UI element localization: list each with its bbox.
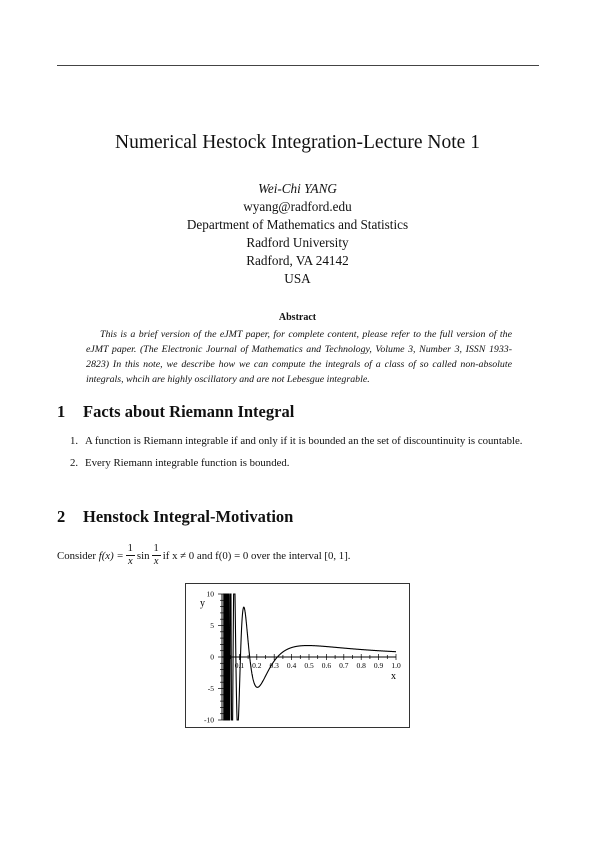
x-tick-label: 0.8 <box>356 661 366 670</box>
fraction-denominator: x <box>127 556 133 567</box>
section-title: Henstock Integral-Motivation <box>83 507 294 526</box>
author-university: Radford University <box>246 235 349 250</box>
list-item <box>57 434 539 449</box>
function-condition: if x ≠ 0 and f(0) = 0 over the interval [0, 1]. <box>162 549 351 562</box>
function-plot <box>185 583 410 728</box>
x-tick-label: 0.6 <box>321 661 332 670</box>
author-country: USA <box>284 271 311 286</box>
x-tick-label: 0.1 <box>234 661 245 670</box>
x-axis-label: x <box>391 671 396 682</box>
plot-frame <box>186 584 410 728</box>
y-tick-label: -10 <box>204 715 214 725</box>
list-item-text: Every Riemann integrable function is bounded. <box>85 457 290 469</box>
y-tick-label: 10 <box>206 589 214 599</box>
consider-word: Consider <box>57 549 96 562</box>
author-city: Radford, VA 24142 <box>246 253 349 268</box>
plot-svg <box>185 583 410 728</box>
function-definition <box>57 543 351 568</box>
list-item-number: 1. <box>70 435 79 447</box>
paper-title: Numerical Hestock Integration-Lecture Note 1 <box>115 132 480 153</box>
list-item <box>57 456 539 471</box>
y-tick-label: 5 <box>210 621 214 630</box>
section-title: Facts about Riemann Integral <box>83 402 295 421</box>
x-tick-label: 0.3 <box>269 661 279 670</box>
abstract-text: This is a brief version of the eJMT paper, for complete content, please refer to the full version of the eJMT paper. (The Electronic Journal of Mathematics and Technology, Volume 3, Number 3, ISSN 1933-2823) In this note, we describe how we can compute the integrals of a class of so called non-absolute integrals, whcih are highly oscillatory and are not Lebesgue integrable. <box>86 329 512 385</box>
x-tick-label: 1.0 <box>391 661 401 670</box>
section-heading-2 <box>57 507 293 527</box>
sine-operator: sin <box>136 549 150 562</box>
x-tick-label: 0.4 <box>286 661 297 670</box>
abstract-heading: Abstract <box>278 312 317 323</box>
section-heading-1 <box>57 402 294 422</box>
author-email: wyang@radford.edu <box>243 199 352 214</box>
x-tick-label: 0.2 <box>252 661 262 670</box>
section-number: 1 <box>57 402 66 421</box>
fraction-one-over-x <box>126 543 135 568</box>
x-tick-label: 0.9 <box>373 661 384 670</box>
function-lhs: f(x) = <box>98 549 124 562</box>
list-item-number: 2. <box>70 457 79 469</box>
fraction-denominator: x <box>153 556 159 567</box>
x-tick-label: 0.7 <box>339 661 349 670</box>
fraction-one-over-x <box>152 543 161 568</box>
y-axis-label: y <box>200 598 205 609</box>
top-rule <box>57 65 539 66</box>
x-tick-label: 0.5 <box>304 661 314 670</box>
fraction-numerator: 1 <box>153 543 159 554</box>
author-department: Department of Mathematics and Statistics <box>186 217 409 232</box>
author-name: Wei-Chi YANG <box>258 181 337 196</box>
section-number: 2 <box>57 507 66 526</box>
fraction-numerator: 1 <box>127 543 133 554</box>
author-block <box>0 180 595 288</box>
y-tick-label: -5 <box>207 684 214 693</box>
riemann-facts-list <box>57 434 539 478</box>
y-tick-label: 0 <box>210 652 214 662</box>
list-item-text: A function is Riemann integrable if and only if it is bounded an the set of discountinuity is countable. <box>85 435 523 447</box>
